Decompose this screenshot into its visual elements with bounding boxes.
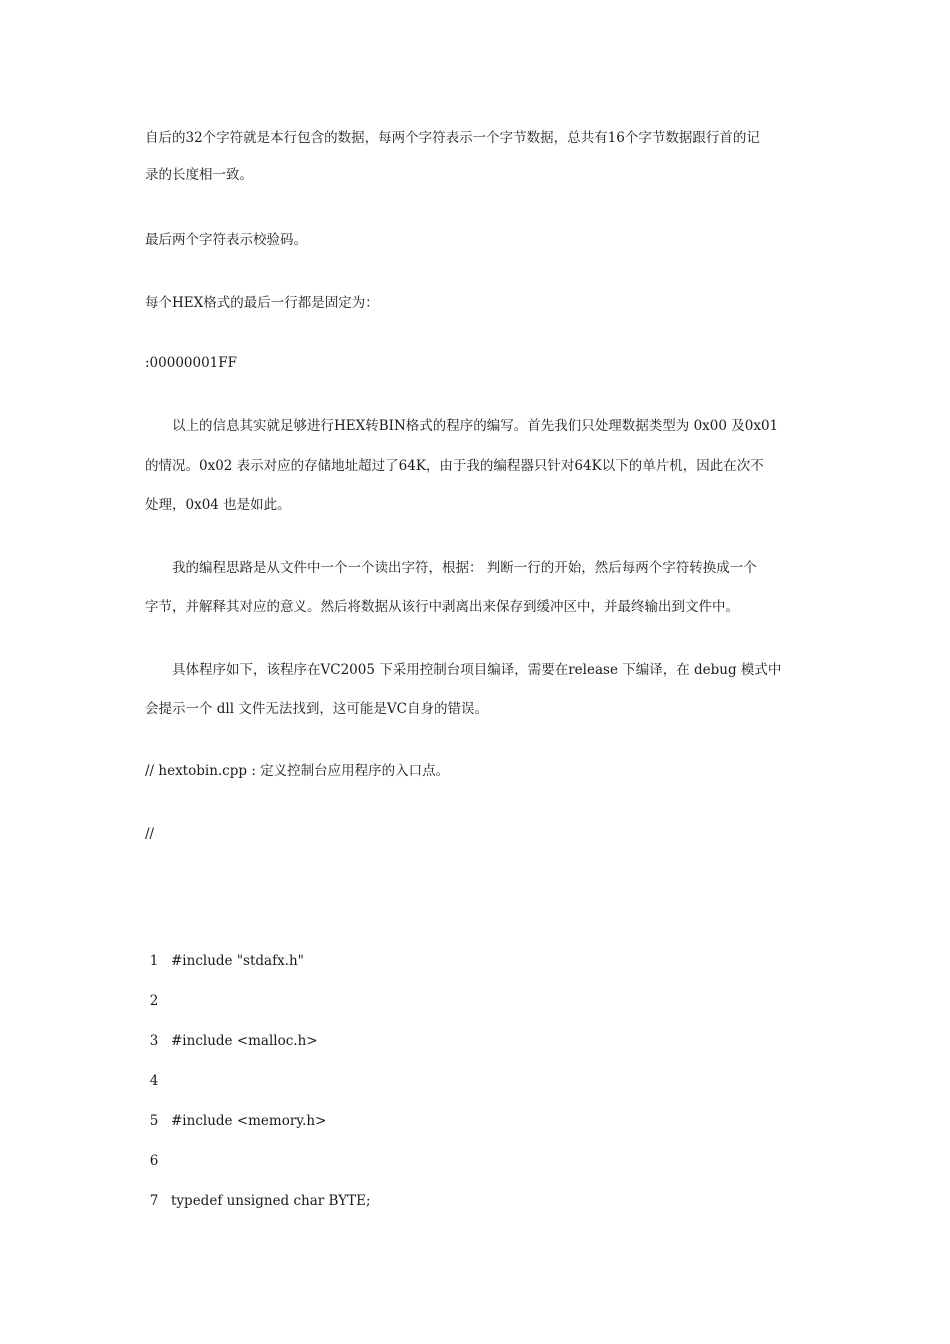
line-number: 1 xyxy=(149,953,159,969)
line-number: 7 xyxy=(149,1193,159,1209)
paragraph-checksum: 最后两个字符表示校验码。 xyxy=(145,232,307,248)
code-comment-empty: // xyxy=(145,826,155,842)
paragraph-info-line3: 处理，0x04 也是如此。 xyxy=(145,497,291,513)
code-line xyxy=(145,1111,326,1131)
paragraph-program-line2: 会提示一个 dll 文件无法找到，这可能是VC自身的错误。 xyxy=(145,701,488,717)
code-line xyxy=(145,991,171,1011)
paragraph-data-bytes-line2: 录的长度相一致。 xyxy=(145,167,253,183)
paragraph-data-bytes-line1: 自后的32个字符就是本行包含的数据，每两个字符表示一个字节数据，总共有16个字节数据跟行首的记 xyxy=(145,130,760,146)
line-number: 5 xyxy=(149,1113,159,1129)
paragraph-approach-line2: 字节，并解释其对应的意义。然后将数据从该行中剥离出来保存到缓冲区中，并最终输出到文件中。 xyxy=(145,599,739,615)
code-comment-file: // hextobin.cpp : 定义控制台应用程序的入口点。 xyxy=(145,763,450,779)
line-number: 6 xyxy=(149,1153,159,1169)
code-line xyxy=(145,1071,171,1091)
code-line xyxy=(145,1191,371,1211)
paragraph-program-line1: 具体程序如下，该程序在VC2005 下采用控制台项目编译，需要在release 下编译，在 debug 模式中 xyxy=(172,662,782,678)
paragraph-info-line1: 以上的信息其实就足够进行HEX转BIN格式的程序的编写。首先我们只处理数据类型为 0x00 及0x01 xyxy=(172,418,779,434)
code-text: #include <malloc.h> xyxy=(171,1033,318,1049)
paragraph-approach-line1: 我的编程思路是从文件中一个一个读出字符，根据： 判断一行的开始，然后每两个字符转换成一个 xyxy=(172,560,757,576)
code-text: #include <memory.h> xyxy=(171,1113,327,1129)
line-number: 4 xyxy=(149,1073,159,1089)
line-number: 2 xyxy=(149,993,159,1009)
line-number: 3 xyxy=(149,1033,159,1049)
hex-end-record: :00000001FF xyxy=(145,355,237,371)
paragraph-last-line-fixed: 每个HEX格式的最后一行都是固定为： xyxy=(145,295,379,311)
code-text: #include "stdafx.h" xyxy=(171,953,304,969)
code-line xyxy=(145,1151,171,1171)
code-text: typedef unsigned char BYTE; xyxy=(171,1193,371,1209)
code-line xyxy=(145,1031,318,1051)
paragraph-info-line2: 的情况。0x02 表示对应的存储地址超过了64K，由于我的编程器只针对64K以下的单片机，因此在次不 xyxy=(145,458,764,474)
code-line xyxy=(145,951,304,971)
